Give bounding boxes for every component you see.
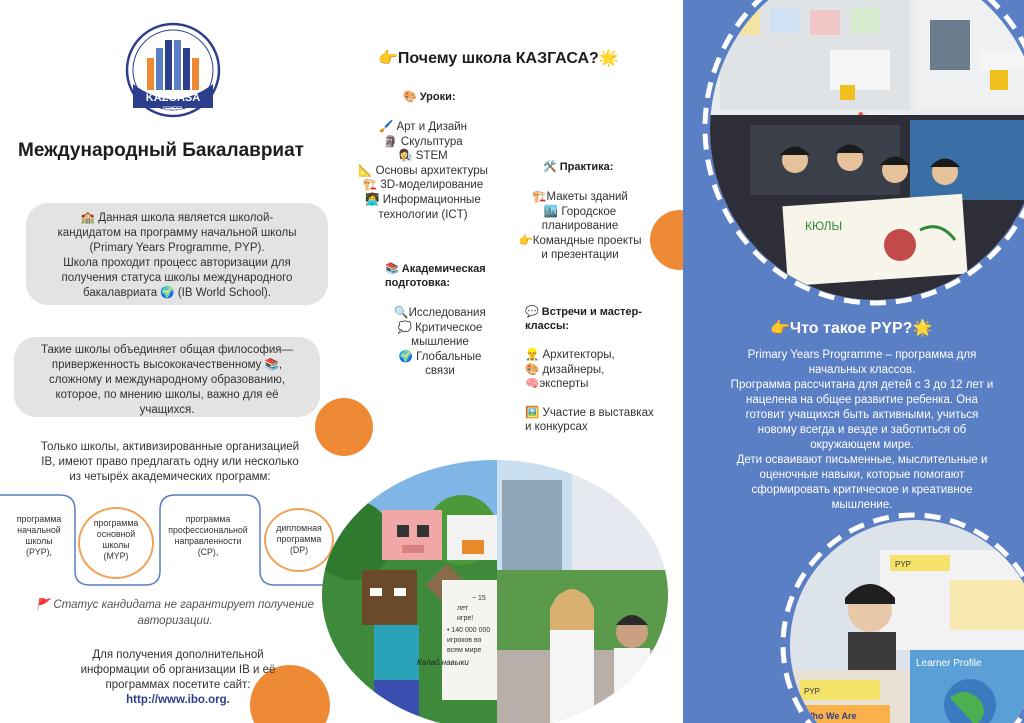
academic-item: 💭 Критическое: [397, 321, 483, 334]
academic-item: 🌍 Глобальные: [398, 350, 482, 363]
meetings-item: 🧠эксперты: [525, 378, 589, 391]
program-line: дипломная: [276, 523, 322, 533]
academic-item: мышление: [411, 336, 469, 349]
program-line: программа: [93, 518, 139, 528]
pyp-line: готовит учащихся быть активными, учиться: [745, 409, 979, 421]
program-line: школы: [102, 540, 130, 550]
meetings-item: и конкурсах: [525, 421, 588, 434]
program-line: школы: [25, 536, 53, 546]
academic-title-line: подготовка:: [385, 277, 451, 289]
lessons-list: [350, 120, 496, 222]
academic-title-line: 📚 Академическая: [385, 263, 486, 275]
program-cp: [163, 514, 253, 558]
pyp-line: оценочные навыки, которые помогают: [759, 469, 965, 481]
ibo-link[interactable]: http://www.ibo.org.: [126, 694, 230, 706]
pyp-line: новому всегда и везде и заботиться об: [757, 424, 967, 436]
lessons-title: 🎨 Уроки:: [403, 91, 456, 103]
sign-text: Калай навыки: [417, 658, 469, 667]
what-is-pyp-title: 👉Что такое PYP?🌟: [770, 320, 933, 337]
program-line: программа: [185, 514, 231, 524]
program-line: (PYP),: [26, 547, 52, 557]
board-pyp-text: PYP: [895, 560, 912, 569]
program-line: программа: [276, 534, 322, 544]
meetings-item: 👷‍♂️ Архитекторы,: [525, 349, 615, 361]
board-pyp-text: PYP: [804, 687, 821, 696]
intro-line: IB, имеют право предлагать одну или несколько: [41, 456, 299, 468]
dashed-ring-bottom: [778, 510, 1024, 723]
board-who-text: Who We Are: [804, 711, 857, 721]
bubble1-line: получения статуса школы международного: [61, 272, 293, 284]
decor-circle: [315, 398, 373, 456]
dashed-ring-top: [700, 0, 1024, 308]
info-line: информации об организации IB и её: [80, 664, 276, 676]
meetings-title: [525, 305, 665, 333]
program-pyp: [6, 514, 72, 558]
lesson-item: 👩‍💻 Информационные: [365, 193, 481, 206]
board-line: всем мире: [447, 647, 482, 654]
academic-item: 🔍Исследования: [394, 307, 486, 319]
program-line: (DP): [289, 545, 309, 555]
lesson-item: технологии (ICT): [378, 208, 468, 221]
practice-item: планирование: [541, 220, 619, 233]
bubble1-line: бакалавриата 🌍 (IB World School).: [83, 287, 271, 299]
pyp-line: Primary Years Programme – программа для: [747, 349, 977, 361]
program-line: (CP),: [197, 547, 219, 557]
bubble1-line: (Primary Years Programme, PYP).: [89, 242, 265, 254]
pyp-line: Дети осваивают письменные, мыслительные и: [736, 454, 988, 466]
meetings-list: [525, 348, 665, 435]
more-info: [28, 648, 328, 708]
logo-name: KAZGASA: [145, 92, 201, 104]
why-school-title: 👉Почему школа КАЗГАСА?🌟: [378, 50, 619, 67]
philosophy-note: [14, 337, 320, 417]
pyp-line: Программа рассчитана для детей с 3 до 12 лет и: [730, 379, 994, 391]
pyp-line: окружающем мире.: [810, 439, 914, 451]
academic-list: [380, 306, 500, 379]
meetings-spacer: [525, 392, 665, 406]
lesson-item: 👩‍🔬 STEM: [398, 150, 448, 163]
poster-text: КЮЛЫ: [805, 219, 843, 233]
academic-item: связи: [425, 365, 455, 378]
board-line: игре!: [457, 615, 474, 622]
bubble2-line: Такие школы объединяет общая философия—: [40, 344, 294, 356]
pyp-description: [712, 348, 1012, 513]
pyp-line: начальных классов.: [808, 364, 916, 376]
academic-title: [385, 262, 505, 290]
meetings-title-line: классы:: [525, 320, 570, 332]
practice-item: 🏙️ Городское: [543, 205, 617, 218]
bubble2-line: учащихся.: [139, 404, 195, 416]
board-line: ~ 15: [472, 595, 486, 602]
ib-programs-intro: [20, 440, 320, 485]
logo-sub: SCHOOL: [162, 106, 184, 112]
candidate-status-disclaimer: [20, 597, 330, 629]
program-line: профессиональной: [168, 525, 248, 535]
program-line: начальной: [17, 525, 61, 535]
status-line: 🚩 Статус кандидата не гарантирует получение: [35, 599, 315, 611]
kazgasa-logo: [125, 22, 221, 118]
program-line: (MYP): [103, 551, 129, 561]
board-line: игроков во: [447, 637, 482, 644]
program-myp: [78, 507, 154, 579]
practice-item: и презентации: [541, 249, 619, 262]
lesson-item: 🗿 Скульптура: [383, 135, 463, 148]
program-dp: [264, 508, 334, 572]
practice-item: 🏗️Макеты зданий: [532, 191, 628, 203]
bubble2-line: сложному и международному образованию,: [48, 374, 286, 386]
bubble1-line: 🏫 Данная школа является школой-: [80, 212, 274, 224]
pyp-line: мышление.: [831, 499, 893, 511]
bubble1-line: Школа проходит процесс авторизации для: [63, 257, 291, 269]
intro-line: из четырёх академических программ:: [69, 471, 271, 483]
program-line: направленности: [174, 536, 242, 546]
pyp-line: нацелена на общее развитие ребенка. Она: [746, 394, 978, 406]
practice-title: 🛠️ Практика:: [543, 161, 614, 173]
bubble1-line: кандидатом на программу начальной школы: [57, 227, 297, 239]
info-line: программах посетите сайт:: [105, 679, 251, 691]
intro-line: Только школы, активизированные организацией: [40, 441, 300, 453]
program-line: программа: [16, 514, 62, 524]
info-line: Для получения дополнительной: [92, 649, 264, 661]
meetings-item: 🎨 дизайнеры,: [525, 363, 605, 376]
bubble2-line: приверженность высококачественному 📚,: [51, 359, 283, 371]
meetings-item: 🖼️ Участие в выставках: [525, 406, 654, 419]
page-title: Международный Бакалавриат: [18, 140, 304, 161]
pyp-line: сформировать критическое и креативное: [751, 484, 973, 496]
practice-item: 👉Командные проекты: [518, 234, 642, 247]
lesson-item: 🖌️ Арт и Дизайн: [378, 121, 468, 133]
lesson-item: 📐 Основы архитектуры: [358, 164, 488, 177]
board-line: • 140 000 000: [447, 627, 491, 634]
practice-list: [512, 190, 648, 263]
lesson-item: 🏗️ 3D-моделирование: [362, 179, 484, 192]
status-line: авторизации.: [137, 615, 213, 627]
meetings-title-line: 💬 Встречи и мастер-: [525, 306, 642, 318]
program-line: основной: [96, 529, 136, 539]
board-line: лет: [457, 605, 468, 612]
board-learner-text: Learner Profile: [916, 658, 982, 669]
candidate-school-note: [26, 203, 328, 305]
bubble2-line: которое, по мнению школы, важно для её: [55, 389, 279, 401]
minecraft-event-photo: [322, 460, 668, 723]
